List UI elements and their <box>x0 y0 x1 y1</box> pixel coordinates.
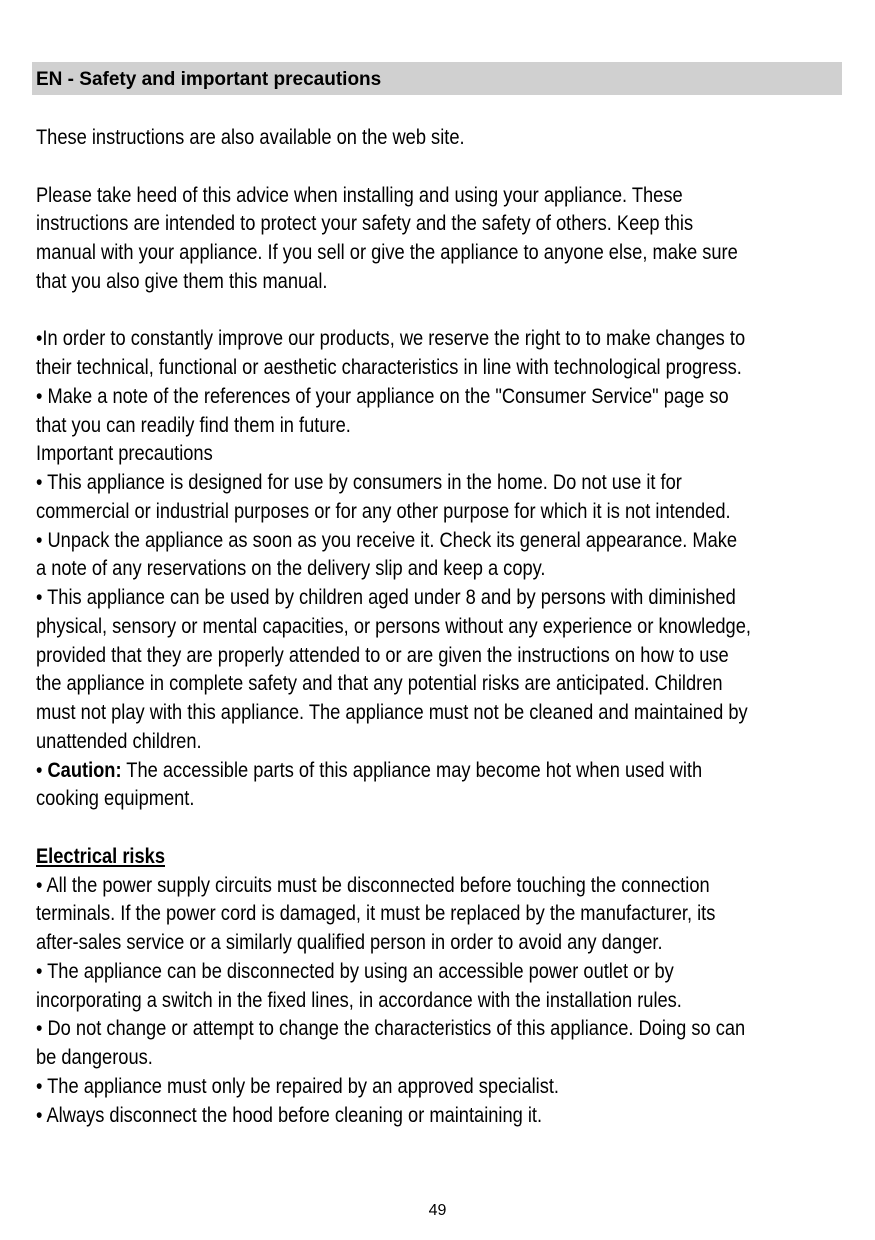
caution-text: The accessible parts of this appliance may become hot when used with <box>121 758 703 782</box>
general-line: a note of any reservations on the delivery slip and keep a copy. <box>36 557 546 581</box>
paragraph-gap <box>36 814 741 843</box>
electrical-line: • The appliance must only be repaired by an approved specialist. <box>36 1074 560 1098</box>
electrical-line: be dangerous. <box>36 1046 153 1069</box>
intro-line: Please take heed of this advice when installing and using your appliance. These <box>36 183 683 207</box>
general-line: unattended children. <box>36 729 202 753</box>
section-header-title: EN - Safety and important precautions <box>36 69 382 90</box>
electrical-risks-title: Electrical risks <box>36 844 166 868</box>
electrical-line: incorporating a switch in the fixed lines, in accordance with the installation rules. <box>36 988 682 1012</box>
electrical-line: • Always disconnect the hood before cleaning or maintaining it. <box>36 1103 543 1127</box>
general-line: commercial or industrial purposes or for any other purpose for which it is not intended. <box>36 499 731 523</box>
caution-continuation: cooking equipment. <box>36 787 195 811</box>
page-number: 49 <box>428 1202 447 1219</box>
general-line: • This appliance is designed for use by consumers in the home. Do not use it for <box>36 471 682 494</box>
intro-line: manual with your appliance. If you sell or give the appliance to anyone else, make sure <box>36 241 738 264</box>
paragraph-gap <box>36 153 741 182</box>
electrical-line: • All the power supply circuits must be disconnected before touching the connection <box>36 873 710 897</box>
general-line: the appliance in complete safety and that any potential risks are anticipated. Children <box>36 672 723 696</box>
section-header-bar <box>32 62 842 95</box>
general-line: • Make a note of the references of your appliance on the "Consumer Service" page so <box>36 384 729 408</box>
general-line: physical, sensory or mental capacities, or persons without any experience or knowledge, <box>36 614 751 638</box>
electrical-line: • Do not change or attempt to change the characteristics of this appliance. Doing so can <box>36 1017 746 1041</box>
general-line: that you can readily find them in future. <box>36 413 351 437</box>
general-line: provided that they are properly attended to or are given the instructions on how to use <box>36 643 729 667</box>
intro-line: instructions are intended to protect your safety and the safety of others. Keep this <box>36 212 694 236</box>
intro-line: that you also give them this manual. <box>36 269 328 293</box>
electrical-line: • The appliance can be disconnected by using an accessible power outlet or by <box>36 959 674 983</box>
electrical-line: terminals. If the power cord is damaged, it must be replaced by the manufacturer, its <box>36 902 716 926</box>
important-precautions-heading: Important precautions <box>36 442 213 466</box>
general-line: their technical, functional or aesthetic characteristics in line with technological progress. <box>36 356 742 379</box>
caution-line <box>36 757 845 786</box>
general-line: • This appliance can be used by children aged under 8 and by persons with diminished <box>36 586 736 609</box>
paragraph-gap <box>36 297 741 326</box>
document-body <box>36 124 751 1130</box>
general-line: must not play with this appliance. The appliance must not be cleaned and maintained by <box>36 701 748 724</box>
electrical-line: after-sales service or a similarly qualified person in order to avoid any danger. <box>36 931 663 954</box>
general-line: •In order to constantly improve our products, we reserve the right to to make changes to <box>36 327 746 351</box>
caution-label: Caution: <box>47 758 122 782</box>
general-line: • Unpack the appliance as soon as you receive it. Check its general appearance. Make <box>36 528 738 552</box>
caution-bullet: • <box>36 758 48 782</box>
web-availability-note: These instructions are also available on the web site. <box>36 126 465 149</box>
